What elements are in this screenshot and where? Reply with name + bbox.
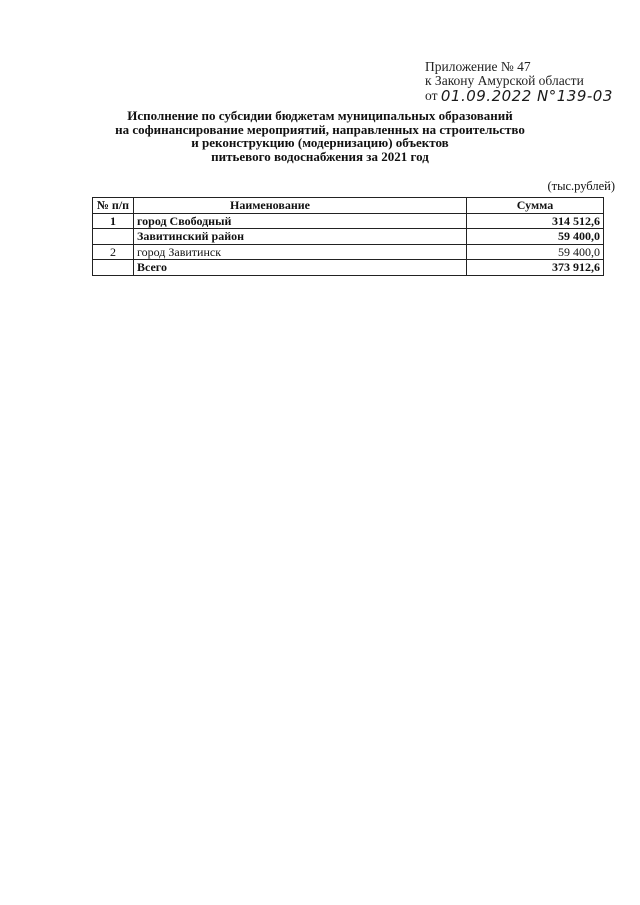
document-title xyxy=(80,109,560,163)
units-label: (тыс.рублей) xyxy=(547,179,615,193)
title-line-1: Исполнение по субсидии бюджетам муниципальных образований xyxy=(127,108,513,123)
appendix-number: Приложение № 47 xyxy=(425,59,531,74)
table-row xyxy=(93,244,604,260)
table-row xyxy=(93,260,604,276)
title-line-3: и реконструкцию (модернизацию) объектов xyxy=(191,135,449,150)
row-num: 1 xyxy=(93,213,134,229)
title-line-2: на софинансирование мероприятий, направленных на строительство xyxy=(115,121,525,137)
table-header-row xyxy=(93,198,604,214)
table-row xyxy=(93,213,604,229)
header-name-label: Наименование xyxy=(230,198,310,212)
row-num: 2 xyxy=(93,244,134,260)
appendix-date-line xyxy=(425,88,625,103)
row-sum: 59 400,0 xyxy=(467,244,604,260)
appendix-block xyxy=(425,60,625,103)
row-name: город Свободный xyxy=(134,213,467,229)
row-num xyxy=(93,229,134,245)
appendix-law: к Закону Амурской области xyxy=(425,73,584,88)
title-line-4: питьевого водоснабжения за 2021 год xyxy=(211,148,429,164)
appendix-date-prefix: от xyxy=(425,88,438,103)
header-name xyxy=(134,198,467,214)
row-name: Всего xyxy=(134,260,467,276)
row-name: Завитинский район xyxy=(134,229,467,245)
row-num xyxy=(93,260,134,276)
row-sum: 314 512,6 xyxy=(467,213,604,229)
row-name: город Завитинск xyxy=(134,244,467,260)
subsidy-table xyxy=(92,197,604,276)
row-sum: 59 400,0 xyxy=(467,229,604,245)
table-row xyxy=(93,229,604,245)
row-sum: 373 912,6 xyxy=(467,260,604,276)
header-sum: Сумма xyxy=(467,198,604,214)
header-num: № п/п xyxy=(93,198,134,214)
handwritten-date-number: 01.09.2022 N°139-03 xyxy=(440,87,613,105)
